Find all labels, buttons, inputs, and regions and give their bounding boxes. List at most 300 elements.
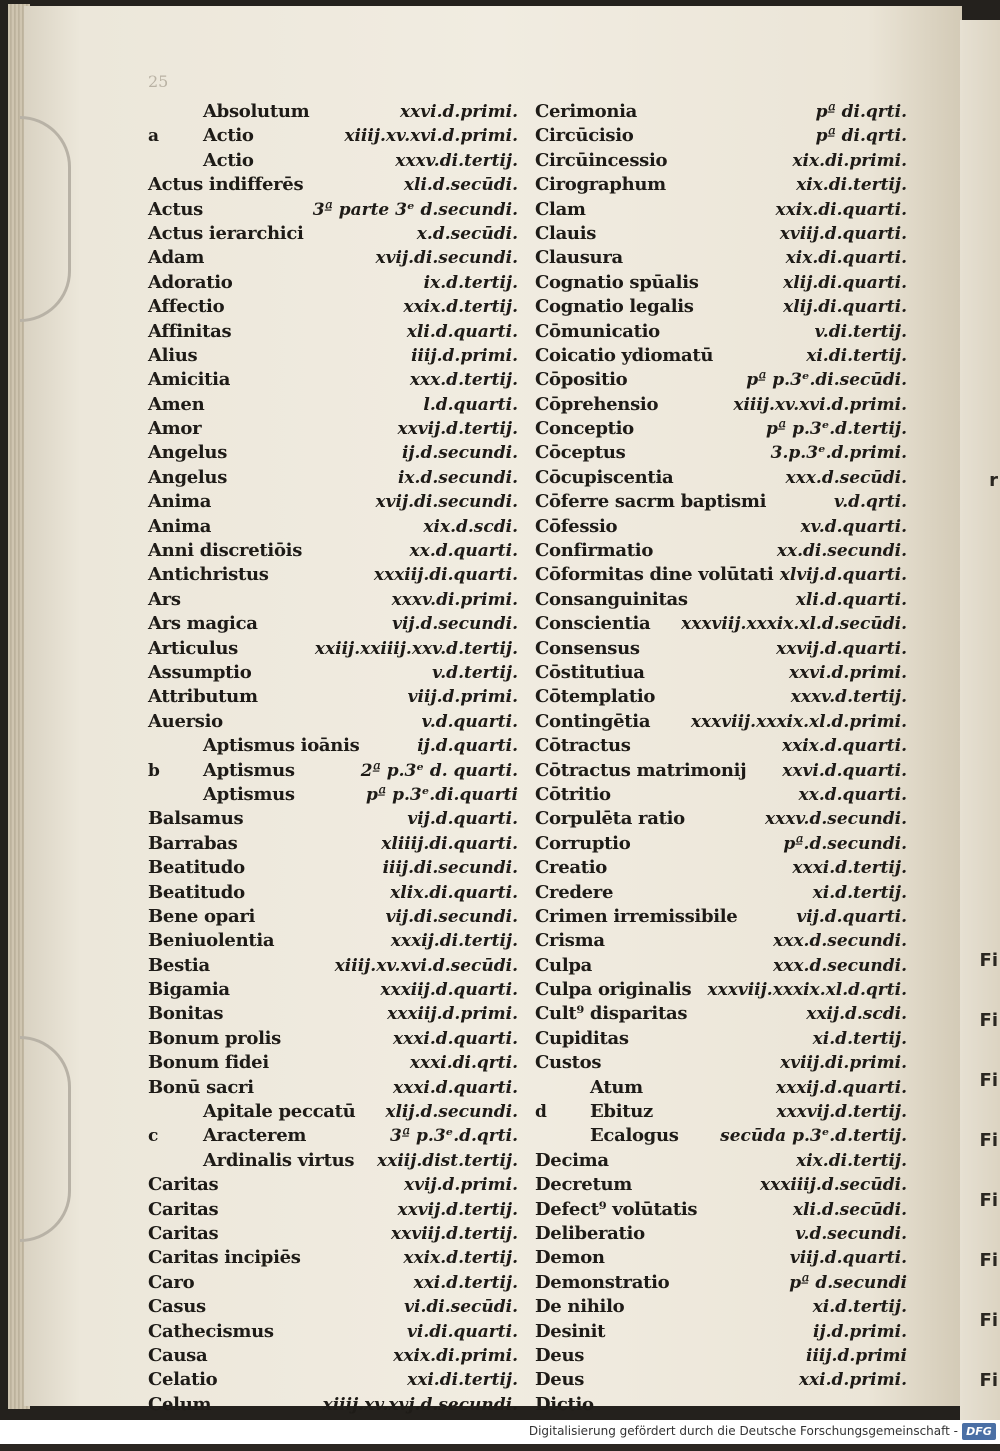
index-term: Causa: [148, 1344, 208, 1366]
index-entry: [148, 978, 518, 1002]
index-reference: xiiij.xv.xvi.d.primi.: [733, 394, 907, 415]
index-term: Balsamus: [148, 808, 244, 830]
index-entry: [535, 759, 907, 783]
index-reference: xxix.d.tertij.: [403, 1248, 518, 1269]
index-term: Absolutum: [203, 101, 310, 122]
index-entry: [535, 1271, 907, 1295]
index-reference: ix.d.secundi.: [397, 467, 518, 488]
index-reference: xxx.d.secundi.: [773, 931, 907, 952]
index-reference: xiiij.xv.xvj.d.secundi.: [322, 1394, 518, 1415]
index-entry: [148, 1051, 518, 1075]
index-column-left: [148, 100, 518, 1417]
index-term: Consensus: [535, 637, 640, 659]
index-entry: [148, 1320, 518, 1344]
index-entry: [148, 1393, 518, 1417]
index-entry: [148, 612, 518, 636]
index-term: Actus indifferēs: [148, 174, 304, 196]
index-term: Alius: [148, 344, 198, 366]
index-reference: xiiij.xv.xvi.d.secūdi.: [334, 955, 518, 976]
index-term: Ecalogus: [590, 1125, 679, 1147]
index-reference: xliiij.di.quarti.: [381, 833, 518, 854]
index-reference: x.d.secūdi.: [416, 223, 518, 244]
index-entry: [148, 222, 518, 246]
index-reference: xxxviij.xxxix.xl.d.secūdi.: [681, 614, 907, 635]
index-reference: xxxiij.di.quarti.: [373, 565, 518, 586]
index-entry: [148, 1198, 518, 1222]
index-entry: [148, 539, 518, 563]
index-entry: [148, 759, 518, 783]
index-term: Angelus: [148, 442, 228, 464]
index-reference: xxix.d.tertij.: [403, 297, 518, 318]
section-letter: d: [535, 1102, 547, 1123]
index-term: Clam: [535, 198, 586, 220]
index-term: Cirographum: [535, 174, 666, 196]
index-entry: [148, 1124, 518, 1148]
index-entry: [148, 173, 518, 197]
index-reference: pª di.qrti.: [815, 102, 907, 122]
index-entry: [148, 1271, 518, 1295]
index-reference: xviij.di.primi.: [780, 1053, 907, 1074]
index-term: Culpa: [535, 954, 593, 976]
index-reference: xxxi.d.tertij.: [792, 858, 907, 879]
index-term: Antichristus: [148, 564, 269, 586]
index-term: Culpa originalis: [535, 979, 692, 1001]
index-reference: 3ª parte 3ᵉ d.secundi.: [312, 199, 518, 220]
index-term: Aracterem: [203, 1125, 307, 1147]
index-entry: [148, 1002, 518, 1026]
index-entry: [148, 393, 518, 417]
index-entry: [148, 368, 518, 392]
index-entry: [148, 1149, 518, 1173]
index-term: Anima: [148, 515, 212, 537]
index-term: Clausura: [535, 247, 623, 269]
index-entry: [148, 637, 518, 661]
index-entry: [535, 978, 907, 1002]
index-term: Cōfessio: [535, 515, 618, 537]
index-reference: xxvi.d.quarti.: [782, 760, 907, 781]
index-reference: xi.d.tertij.: [812, 1028, 907, 1049]
index-reference: iiij.di.secundi.: [382, 858, 518, 879]
index-entry: [148, 149, 518, 173]
index-entry: [535, 1027, 907, 1051]
index-reference: xxxiij.d.quarti.: [380, 980, 518, 1001]
index-reference: ij.d.quarti.: [417, 736, 518, 757]
index-entry: [148, 466, 518, 490]
index-reference: 3ª p.3ᵉ.d.qrti.: [389, 1126, 518, 1147]
index-column-right: [535, 100, 907, 1417]
facing-page-fragment: Fi: [979, 1130, 998, 1151]
index-reference: vij.d.quarti.: [407, 809, 518, 830]
index-reference: xi.di.tertij.: [806, 345, 907, 366]
index-entry: [535, 954, 907, 978]
index-term: Amicitia: [148, 369, 231, 391]
index-term: Actus: [148, 198, 203, 220]
index-reference: vij.d.quarti.: [796, 906, 907, 927]
index-term: Cōtemplatio: [535, 686, 656, 708]
index-term: Actio: [203, 125, 254, 147]
index-entry: [148, 1173, 518, 1197]
index-term: Ardinalis virtus: [203, 1149, 355, 1171]
index-reference: pª p.3ᵉ.di.quarti: [366, 784, 518, 805]
index-reference: xxvij.d.tertij.: [397, 419, 518, 440]
index-term: Cōferre sacrm baptismi: [535, 491, 767, 513]
index-entry: [535, 710, 907, 734]
section-letter: a: [148, 126, 160, 147]
index-term: Confirmatio: [535, 540, 654, 562]
index-reference: vij.d.secundi.: [392, 614, 518, 635]
index-entry: [535, 734, 907, 758]
facing-page-fragment: Fi: [979, 1190, 998, 1211]
index-reference: l.d.quarti.: [423, 394, 518, 415]
index-term: Amor: [148, 418, 202, 440]
index-reference: pª p.3ᵉ.di.secūdi.: [746, 370, 907, 391]
index-entry: [148, 1246, 518, 1270]
index-term: Anni discretiōis: [148, 540, 303, 562]
index-entry: [148, 1027, 518, 1051]
index-reference: xvij.di.secundi.: [375, 248, 518, 269]
index-entry: [535, 222, 907, 246]
index-entry: [148, 246, 518, 270]
index-term: Credere: [535, 881, 614, 903]
index-reference: pª d.secundi: [789, 1272, 907, 1293]
index-term: Clauis: [535, 222, 597, 244]
index-term: Celatio: [148, 1369, 218, 1391]
index-reference: xv.d.quarti.: [800, 516, 907, 537]
index-entry: [535, 612, 907, 636]
index-entry: [535, 1002, 907, 1026]
index-reference: xxxv.d.secundi.: [764, 809, 907, 830]
index-term: Bene opari: [148, 905, 256, 927]
index-reference: ix.d.tertij.: [423, 272, 518, 293]
index-reference: xxxv.d.tertij.: [790, 687, 907, 708]
index-term: Contingētia: [535, 710, 651, 732]
index-reference: xli.d.quarti.: [406, 321, 518, 342]
index-reference: xxiij.xxiiij.xxv.d.tertij.: [314, 638, 518, 659]
index-reference: xxij.d.scdi.: [806, 1004, 907, 1025]
index-reference: xx.d.quarti.: [798, 784, 907, 805]
index-term: Deus: [535, 1369, 585, 1391]
index-term: Dictio: [535, 1393, 594, 1415]
index-term: Cerimonia: [535, 101, 638, 122]
index-entry: [535, 807, 907, 831]
facing-page-fragment: Fi: [979, 1370, 998, 1391]
index-term: Bonitas: [148, 1003, 224, 1025]
index-term: Cathecismus: [148, 1320, 274, 1342]
index-term: Deliberatio: [535, 1222, 645, 1244]
index-term: Corpulēta ratio: [535, 808, 685, 830]
index-entry: [535, 1198, 907, 1222]
index-entry: [148, 905, 518, 929]
index-entry: [535, 1051, 907, 1075]
index-term: Aptismus: [203, 783, 295, 805]
index-reference: xxix.di.primi.: [393, 1345, 518, 1366]
index-reference: xlij.di.quarti.: [783, 297, 907, 318]
index-term: Defect⁹ volūtatis: [535, 1198, 698, 1220]
index-term: Circūincessio: [535, 149, 668, 171]
index-entry: [535, 563, 907, 587]
index-term: Cult⁹ disparitas: [535, 1003, 688, 1025]
index-entry: [535, 198, 907, 222]
index-entry: [535, 539, 907, 563]
index-reference: xlvij.d.quarti.: [779, 565, 907, 586]
index-term: Caritas: [148, 1174, 219, 1196]
index-reference: secūda p.3ᵉ.d.tertij.: [720, 1126, 907, 1147]
index-entry: [148, 563, 518, 587]
index-reference: xli.d.quarti.: [795, 589, 907, 610]
footer-bar: [0, 1420, 1000, 1444]
facing-page-fragment: r: [989, 470, 998, 491]
index-entry: [535, 905, 907, 929]
index-reference: xxiij.dist.tertij.: [377, 1150, 518, 1171]
index-reference: xxxij.di.tertij.: [390, 931, 518, 952]
index-reference: xxvi.d.primi.: [789, 662, 907, 683]
index-term: Cōformitas dine volūtati: [535, 564, 774, 586]
index-term: Actus ierarchici: [148, 222, 304, 244]
index-entry: [535, 1124, 907, 1148]
index-entry: [535, 417, 907, 441]
index-entry: [148, 807, 518, 831]
index-entry: [148, 710, 518, 734]
index-term: Auersio: [148, 710, 223, 732]
facing-page-fragment: Fi: [979, 1250, 998, 1271]
index-reference: xxxi.d.quarti.: [392, 1028, 518, 1049]
index-term: Assumptio: [148, 661, 252, 683]
index-entry: [148, 1295, 518, 1319]
index-entry: [535, 1173, 907, 1197]
index-reference: vi.di.quarti.: [407, 1321, 518, 1342]
index-reference: viij.d.primi.: [407, 687, 518, 708]
index-reference: xix.d.scdi.: [423, 516, 518, 537]
index-term: Cōprehensio: [535, 393, 659, 415]
index-term: Adoratio: [148, 271, 233, 293]
index-entry: [535, 1076, 907, 1100]
index-term: Cōstitutiua: [535, 661, 645, 683]
index-entry: [535, 124, 907, 148]
index-reference: xi.d.tertij.: [812, 1297, 907, 1318]
index-term: Coicatio ydiomatū: [535, 344, 714, 366]
index-term: Apitale peccatū: [203, 1101, 356, 1123]
index-entry: [535, 490, 907, 514]
index-reference: xxxvij.d.tertij.: [776, 1102, 907, 1123]
index-entry: [148, 198, 518, 222]
index-entry: [535, 441, 907, 465]
index-term: Crisma: [535, 930, 605, 952]
index-reference: xxi.di.tertij.: [407, 1370, 518, 1391]
index-term: Custos: [535, 1052, 602, 1074]
index-term: Aptismus ioānis: [203, 735, 360, 757]
index-term: Cōceptus: [535, 442, 626, 464]
index-entry: [148, 856, 518, 880]
index-entry: [148, 295, 518, 319]
index-reference: pª.d.secundi.: [783, 833, 907, 854]
index-term: Cognatio spūalis: [535, 271, 699, 293]
index-reference: v.d.secundi.: [795, 1223, 907, 1244]
index-entry: [535, 1368, 907, 1392]
index-reference: xx.d.quarti.: [409, 541, 518, 562]
index-term: Barrabas: [148, 832, 238, 854]
index-term: Affectio: [148, 296, 225, 318]
index-entry: [148, 1100, 518, 1124]
index-term: Cōtractus: [535, 735, 631, 757]
index-reference: v.d.qrti.: [834, 492, 907, 513]
index-reference: xli.d.secūdi.: [403, 175, 518, 196]
index-entry: [148, 661, 518, 685]
index-term: Bonum fidei: [148, 1052, 269, 1074]
index-term: Ebituz: [590, 1101, 653, 1123]
index-reference: pª di.qrti.: [815, 126, 907, 147]
dfg-logo: DFG: [962, 1423, 996, 1440]
facing-page-fragment: Fi: [979, 1070, 998, 1091]
index-term: Ars magica: [148, 613, 258, 635]
index-entry: [148, 515, 518, 539]
index-reference: xix.di.primi.: [792, 150, 907, 171]
index-reference: xix.di.quarti.: [785, 248, 907, 269]
index-term: Cōpositio: [535, 369, 628, 391]
index-reference: viij.d.quarti.: [789, 1248, 907, 1269]
index-term: Anima: [148, 491, 212, 513]
index-term: Cōtritio: [535, 783, 611, 805]
index-term: Affinitas: [148, 320, 232, 342]
index-term: Cōtractus matrimonij: [535, 759, 747, 781]
index-reference: xix.di.tertij.: [796, 1150, 907, 1171]
index-term: Creatio: [535, 857, 607, 879]
index-entry: [148, 1076, 518, 1100]
section-letter: b: [148, 760, 160, 781]
index-reference: xix.di.tertij.: [796, 175, 907, 196]
index-entry: [535, 832, 907, 856]
index-term: Ars: [148, 588, 181, 610]
index-term: Caritas incipiēs: [148, 1247, 301, 1269]
index-term: Corruptio: [535, 832, 631, 854]
index-entry: [535, 271, 907, 295]
index-reference: xxi.d.tertij.: [413, 1272, 518, 1293]
index-entry: [535, 100, 907, 124]
index-term: Conceptio: [535, 418, 634, 440]
index-reference: 2ª p.3ᵉ d. quarti.: [360, 760, 518, 781]
index-reference: xxxi.di.qrti.: [409, 1053, 518, 1074]
index-reference: xxx.d.secūdi.: [785, 467, 907, 488]
index-reference: pª p.3ᵉ.d.tertij.: [766, 419, 907, 440]
index-entry: [148, 734, 518, 758]
index-reference: xviij.d.quarti.: [779, 223, 907, 244]
facing-page-fragment: Fi: [979, 1010, 998, 1031]
index-reference: xiiij.xv.xvi.d.primi.: [344, 126, 518, 147]
index-entry: [535, 344, 907, 368]
index-entry: [148, 954, 518, 978]
index-entry: [535, 1320, 907, 1344]
index-entry: [535, 1344, 907, 1368]
index-term: Cōmunicatio: [535, 320, 660, 342]
index-term: Caritas: [148, 1222, 219, 1244]
index-reference: iiij.d.primi: [806, 1345, 907, 1366]
index-term: Deus: [535, 1344, 585, 1366]
index-entry: [148, 490, 518, 514]
index-term: Demon: [535, 1247, 605, 1269]
index-reference: ij.d.primi.: [813, 1321, 907, 1342]
index-entry: [535, 661, 907, 685]
index-entry: [535, 466, 907, 490]
index-term: Atum: [590, 1076, 643, 1098]
index-reference: xxxi.d.quarti.: [392, 1077, 518, 1098]
index-reference: xxxij.d.quarti.: [775, 1077, 907, 1098]
index-term: Celum: [148, 1393, 212, 1415]
index-term: Attributum: [148, 686, 258, 708]
index-entry: [535, 1295, 907, 1319]
index-entry: [535, 515, 907, 539]
index-reference: xxviij.d.tertij.: [391, 1223, 518, 1244]
index-term: Demonstratio: [535, 1271, 670, 1293]
index-term: Consanguinitas: [535, 588, 688, 610]
index-term: Cognatio legalis: [535, 296, 694, 318]
index-term: Angelus: [148, 466, 228, 488]
index-reference: v.d.tertij.: [432, 662, 518, 683]
index-entry: [148, 1222, 518, 1246]
index-entry: [148, 417, 518, 441]
index-term: Actio: [203, 149, 254, 171]
index-reference: 3.p.3ᵉ.d.primi.: [770, 443, 907, 464]
binding-ring-top: [20, 116, 71, 322]
index-reference: xxix.di.quarti.: [775, 199, 907, 220]
index-entry: [535, 881, 907, 905]
index-entry: [148, 685, 518, 709]
index-entry: [535, 173, 907, 197]
index-term: Beatitudo: [148, 857, 245, 879]
index-entry: [535, 929, 907, 953]
index-entry: [535, 149, 907, 173]
index-term: Decima: [535, 1149, 609, 1171]
index-reference: xxxiij.d.primi.: [387, 1004, 518, 1025]
index-reference: xxix.d.quarti.: [781, 736, 907, 757]
index-term: Beniuolentia: [148, 930, 275, 952]
index-entry: [535, 1393, 907, 1417]
index-reference: ij.d.secundi.: [401, 443, 518, 464]
index-entry: [535, 246, 907, 270]
index-entry: [535, 1100, 907, 1124]
index-entry: [148, 271, 518, 295]
facing-page-fragment: Fi: [979, 950, 998, 971]
index-term: Bonū sacri: [148, 1076, 254, 1098]
index-reference: xli.d.secūdi.: [792, 1199, 907, 1220]
index-term: Bestia: [148, 954, 210, 976]
index-reference: xxi.d.primi.: [798, 1370, 907, 1391]
index-reference: xi.d.tertij.: [812, 882, 907, 903]
section-letter: c: [148, 1126, 159, 1147]
index-entry: [148, 832, 518, 856]
facing-page-fragment: Fi: [979, 1310, 998, 1331]
index-entry: [148, 344, 518, 368]
index-term: De nihilo: [535, 1296, 625, 1318]
index-entry: [148, 100, 518, 124]
index-term: Adam: [148, 247, 205, 269]
index-entry: [535, 685, 907, 709]
index-entry: [148, 441, 518, 465]
index-entry: [535, 1246, 907, 1270]
index-entry: [535, 295, 907, 319]
index-entry: [148, 588, 518, 612]
index-entry: [148, 783, 518, 807]
index-reference: xlix.di.quarti.: [390, 882, 518, 903]
index-term: Desinit: [535, 1320, 606, 1342]
index-term: Articulus: [148, 637, 239, 659]
index-reference: xvij.d.primi.: [403, 1175, 518, 1196]
index-entry: [535, 320, 907, 344]
index-term: Circūcisio: [535, 125, 634, 147]
index-entry: [148, 320, 518, 344]
index-reference: vi.di.secūdi.: [404, 1297, 518, 1318]
index-reference: xxvi.d.primi.: [400, 102, 518, 122]
index-entry: [148, 1344, 518, 1368]
index-term: Bonum prolis: [148, 1027, 281, 1049]
